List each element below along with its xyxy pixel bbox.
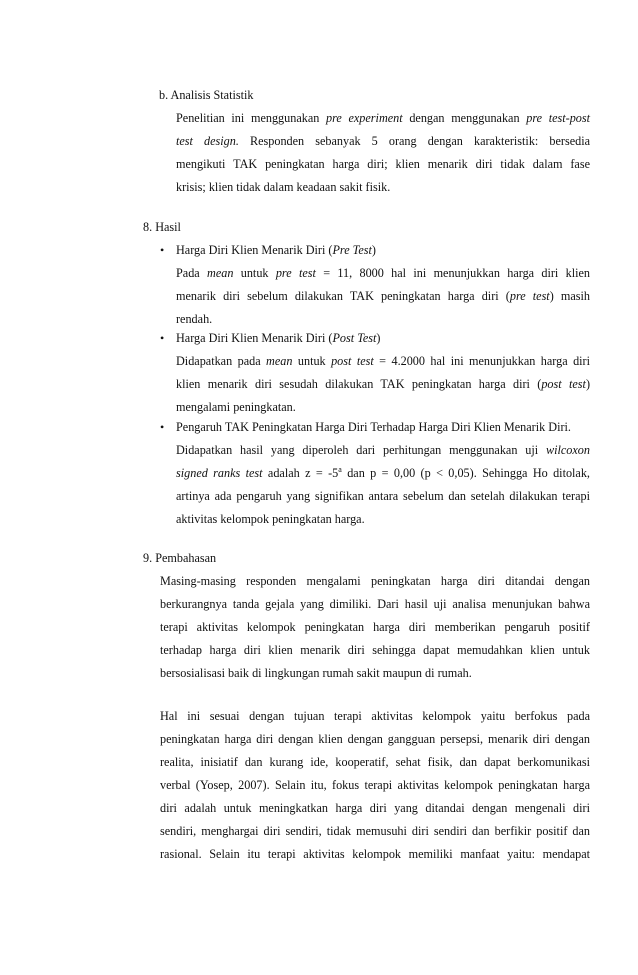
text-italic: mean — [266, 354, 293, 368]
text-italic: pre test — [275, 266, 316, 280]
analisis-line-4: krisis; klien tidak dalam keadaan sakit fisik. — [176, 180, 391, 194]
text: Harga Diri Klien Menarik Diri ( — [176, 331, 333, 345]
pre-test-line-3: rendah. — [176, 312, 213, 326]
bullet-icon: • — [160, 331, 165, 345]
pengaruh-line-3: artinya ada pengaruh yang signifikan antara sebelum dan setelah dilakukan terapi — [176, 489, 590, 503]
text: = 4.2000 hal ini menunjukkan harga diri — [373, 354, 590, 368]
text: Harga Diri Klien Menarik Diri ( — [176, 243, 333, 257]
pembahasan-p2-line: peningkatan harga diri dengan klien dengan gangguan persepsi, menarik diri dengan — [160, 732, 590, 746]
section-heading-pembahasan: 9. Pembahasan — [143, 551, 217, 565]
section-heading-hasil: 8. Hasil — [143, 220, 181, 234]
bullet-title-post-test — [176, 331, 380, 345]
text: dengan menggunakan — [402, 111, 527, 125]
pembahasan-p1-line: Masing-masing responden mengalami peningkatan harga diri ditandai dengan — [160, 574, 590, 588]
text: untuk — [233, 266, 276, 280]
pembahasan-p1-line: terapi aktivitas kelompok peningkatan harga diri memberikan pengaruh positif — [160, 620, 590, 634]
bullet-title-pengaruh: Pengaruh TAK Peningkatan Harga Diri Terhadap Harga Diri Klien Menarik Diri. — [176, 420, 571, 434]
bullet-title-pre-test — [176, 243, 376, 257]
text-italic: test design. — [176, 134, 239, 148]
text: menarik diri sebelum dilakukan TAK peningkatan harga diri ( — [176, 289, 510, 303]
text: Pada — [176, 266, 208, 280]
text: adalah z = -5 — [262, 466, 339, 480]
pengaruh-line-2 — [176, 466, 590, 480]
analisis-line-3: mengikuti TAK peningkatan harga diri; klien menarik diri tidak dalam fase — [176, 157, 590, 171]
analisis-line-1 — [176, 111, 590, 125]
text-italic: pre test — [509, 289, 550, 303]
text: = 11, 8000 hal ini menunjukkan harga diri klien — [315, 266, 591, 280]
text-italic: post test — [331, 354, 374, 368]
text-italic: signed ranks test — [176, 466, 263, 480]
text: Didapatkan pada — [176, 354, 267, 368]
text: klien menarik diri sesudah dilakukan TAK peningkatan harga diri ( — [176, 377, 542, 391]
pembahasan-p2-line: diri adalah untuk meningkatkan harga diri yang ditandai dengan mengenali diri — [160, 801, 590, 815]
pembahasan-p2-line: sendiri, menghargai diri sendiri, tidak memusuhi diri sendiri dan berfikir positif dan — [160, 824, 590, 838]
text-italic: mean — [207, 266, 234, 280]
pengaruh-line-4: aktivitas kelompok peningkatan harga. — [176, 512, 365, 526]
pembahasan-p2-line: verbal (Yosep, 2007). Selain itu, fokus terapi aktivitas kelompok peningkatan harga — [160, 778, 590, 792]
text: ) — [376, 331, 381, 345]
pembahasan-p2-line: realita, inisiatif dan kurang ide, kooperatif, sehat fisik, dan dapat berkomunikasi — [160, 755, 590, 769]
pembahasan-p1-line: terhadap harga diri klien menarik diri sehingga dapat memudahkan klien untuk — [160, 643, 590, 657]
post-test-line-2 — [176, 377, 590, 391]
pre-test-line-2 — [176, 289, 590, 303]
pembahasan-p2-line: Hal ini sesuai dengan tujuan terapi aktivitas kelompok yaitu berfokus pada — [160, 709, 590, 723]
post-test-line-3: mengalami peningkatan. — [176, 400, 296, 414]
pembahasan-p2-line: rasional. Selain itu terapi aktivitas kelompok memiliki manfaat yaitu: mendapat — [160, 847, 590, 861]
analisis-line-2 — [176, 134, 590, 148]
post-test-line-1 — [176, 354, 590, 368]
pre-test-line-1 — [176, 266, 590, 280]
section-heading-analisis: b. Analisis Statistik — [159, 88, 254, 102]
text-italic: post test — [541, 377, 586, 391]
text-italic: wilcoxon — [545, 443, 590, 457]
text: untuk — [292, 354, 332, 368]
bullet-icon: • — [160, 420, 165, 434]
text: Didapatkan hasil yang diperoleh dari perhitungan menggunakan uji — [176, 443, 546, 457]
text-italic: pre experiment — [326, 111, 403, 125]
superscript: a — [338, 465, 342, 474]
text-italic: pre test-post — [526, 111, 591, 125]
bullet-icon: • — [160, 243, 165, 257]
text: ) masih — [549, 289, 591, 303]
text-italic: Pre Test — [332, 243, 372, 257]
pembahasan-p1-line: berkurangnya tanda gejala yang dimiliki. Dari hasil uji analisa menunjukan bahwa — [160, 597, 590, 611]
pembahasan-p1-line: bersosialisasi baik di lingkungan rumah sakit maupun di rumah. — [160, 666, 472, 680]
text: ) — [371, 243, 376, 257]
text: ) — [585, 377, 590, 391]
text: dan p = 0,00 (p < 0,05). Sehingga Ho ditolak, — [341, 466, 590, 480]
text: Penelitian ini menggunakan — [176, 111, 327, 125]
text-italic: Post Test — [332, 331, 377, 345]
text: Responden sebanyak 5 orang dengan karakteristik: bersedia — [238, 134, 590, 148]
pengaruh-line-1 — [176, 443, 590, 457]
